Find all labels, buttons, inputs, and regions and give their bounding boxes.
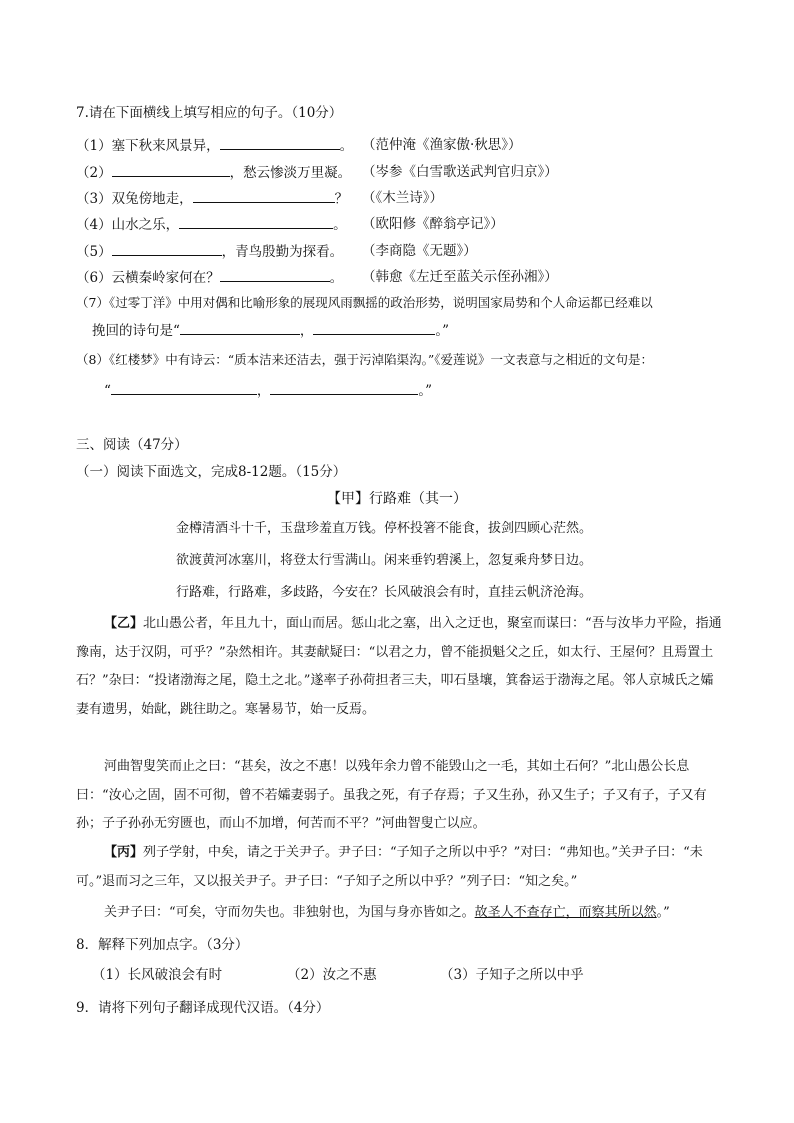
q7-item-8-mid: ，	[256, 383, 271, 399]
answer-blank[interactable]	[193, 189, 335, 203]
bing-passage	[76, 839, 726, 896]
q7-item-1-post: 。	[339, 138, 354, 154]
bing-last-post: 。”	[656, 905, 670, 920]
q7-item-4	[76, 215, 347, 234]
q7-item-5-pre: （5）	[76, 244, 112, 260]
q7-item-2-pre: （2）	[76, 165, 112, 181]
jia-title: 【甲】行路难（其一）	[327, 491, 467, 507]
yi-text: 北山愚公者，年且九十，面山而居。惩山北之塞，出入之迂也，聚室而谋曰：“吾与汝毕力平险，指通豫南，达于汉阴，可乎？”杂然相许。其妻献疑曰：“以君之力，曾不能损魁父之丘，如太行、王屋何？且焉置土石？”杂曰：“投诸渤海之尾，隐土之北。”遂率子孙荷担者三夫，叩石垦壤，箕畚运于渤海之尾。邻人京城氏之孀妻有遗男，始龀，跳往助之。寒暑易节，始一反焉。	[76, 616, 722, 717]
q7-item-2	[76, 163, 351, 182]
q7-item-3	[76, 189, 348, 208]
q7-item-7-pre: 挽回的诗句是“	[92, 323, 180, 339]
q7-item-3-post: ？	[334, 191, 349, 207]
q8-option-1: （1）长风破浪会有时	[92, 967, 223, 983]
answer-blank[interactable]	[112, 242, 222, 256]
q7-item-4-post: 。	[333, 217, 347, 233]
q7-item-6-source: （韩愈《左迁至蓝关示侄孙湘》）	[362, 269, 558, 285]
q7-item-7-line2	[92, 321, 449, 340]
answer-blank[interactable]	[313, 321, 435, 335]
answer-blank[interactable]	[180, 321, 300, 335]
answer-blank[interactable]	[270, 381, 418, 395]
answer-blank[interactable]	[220, 268, 330, 282]
poem-line-2: 欲渡黄河冰塞川，将登太行雪满山。闲来垂钓碧溪上，忽复乘舟梦日边。	[176, 553, 593, 568]
answer-blank[interactable]	[179, 215, 333, 229]
bing-text: 列子学射，中矣，请之于关尹子。尹子曰：“子知子之所以中乎？”对曰：“弗知也。”关尹子曰：“未可。”退而习之三年，又以报关尹子。尹子曰：“子知子之所以中乎？”列子曰：“知之矣。”	[76, 845, 703, 889]
bing-underlined-sentence: 故圣人不查存亡，而察其所以然	[474, 905, 657, 920]
q8-option-3: （3）子知子之所以中乎	[440, 967, 584, 983]
q7-item-4-pre: （4）山水之乐，	[76, 217, 180, 233]
q7-heading: 7.请在下面横线上填写相应的句子。（10分）	[76, 105, 343, 121]
q7-item-7-post: 。”	[435, 323, 450, 339]
bing-label: 【丙】	[104, 845, 144, 860]
q8-option-2: （2）汝之不惠	[287, 967, 377, 983]
q7-item-7-line1: （7）《过零丁洋》中用对偶和比喻形象的展现风雨飘摇的政治形势，说明国家局势和个人命运都已经难以	[76, 295, 653, 310]
q9-heading: 9．请将下列句子翻译成现代汉语。（4分）	[76, 1000, 330, 1016]
poem-line-1: 金樽清酒斗十千，玉盘珍羞直万钱。停杯投箸不能食，拔剑四顾心茫然。	[176, 521, 593, 536]
bing-last-line	[104, 904, 670, 922]
q7-item-1-pre: （1）塞下秋来风景异，	[76, 138, 220, 154]
answer-blank[interactable]	[220, 136, 340, 150]
q7-item-6-pre: （6）云横秦岭家何在？	[76, 270, 220, 286]
q7-item-5	[76, 242, 343, 261]
bing-last-pre: 关尹子曰：“可矣，守而勿失也。非独射也，为国与身亦皆如之。	[104, 905, 475, 920]
q7-item-5-source: （李商隐《无题》）	[362, 243, 477, 259]
answer-blank[interactable]	[112, 163, 230, 177]
q7-item-2-post: ，愁云惨淡万里凝。	[229, 165, 352, 181]
poem-line-3: 行路难，行路难，多歧路，今安在？长风破浪会有时，直挂云帆济沧海。	[176, 585, 593, 600]
q7-item-1-source: （范仲淹《渔家傲·秋思》）	[362, 137, 522, 153]
yi-label: 【乙】	[104, 616, 144, 631]
section3-part1: （一）阅读下面选文，完成8-12题。（15分）	[76, 464, 347, 480]
q7-item-3-pre: （3）双兔傍地走，	[76, 191, 193, 207]
answer-blank[interactable]	[111, 381, 257, 395]
q7-item-2-source: （岑参《白雪歌送武判官归京》）	[362, 164, 558, 180]
q7-item-5-post: ，青鸟殷勤为探看。	[221, 244, 344, 260]
q7-item-8-pre: “	[104, 383, 111, 399]
q7-item-3-source: （《木兰诗》）	[362, 190, 443, 206]
section3-heading: 三、阅读（47分）	[76, 437, 188, 453]
q7-item-1	[76, 136, 353, 155]
yi-passage-2: 河曲智叟笑而止之曰：“甚矣，汝之不惠！以残年余力曾不能毁山之一毛，其如土石何？”北山愚公长息曰：“汝心之固，固不可彻，曾不若孀妻弱子。虽我之死，有子存焉；子又生孙，孙又生子；子又有子，子又有孙；子子孙孙无穷匮也，而山不加增，何苦而不平？”河曲智叟亡以应。	[76, 759, 707, 831]
q7-item-8-post: 。”	[418, 383, 433, 399]
q7-item-8-line2	[104, 381, 432, 400]
yi-passage	[76, 610, 726, 724]
q7-item-6	[76, 268, 343, 287]
q7-item-8-line1: （8）《红楼梦》中有诗云：“质本洁来还洁去，强于污淖陷渠沟。”《爱莲说》一文表意与之相近的文句是：	[76, 352, 653, 367]
q8-heading: 8．解释下列加点字。（3分）	[76, 937, 249, 953]
q7-item-4-source: （欧阳修《醉翁亭记》）	[362, 216, 504, 232]
q7-item-7-mid: ，	[299, 323, 314, 339]
q7-item-6-post: 。	[329, 270, 344, 286]
